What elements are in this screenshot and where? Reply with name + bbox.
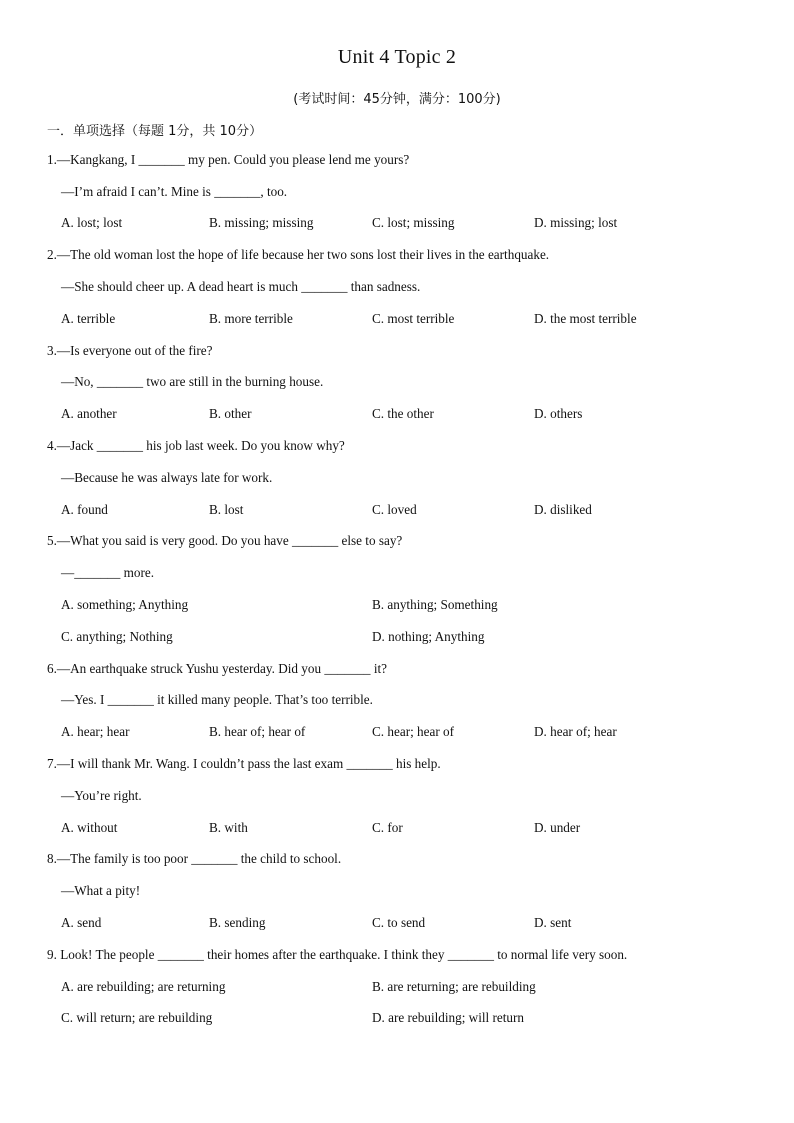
- question-3-option-a: A. another: [61, 406, 117, 421]
- question-6-option-d: D. hear of; hear: [534, 724, 617, 739]
- question-4-option-c: C. loved: [372, 502, 417, 517]
- question-3-option-c: C. the other: [372, 406, 434, 421]
- question-2-line-2: —She should cheer up. A dead heart is much _______ than sadness.: [61, 279, 421, 294]
- question-2-line-1: 2.—The old woman lost the hope of life because her two sons lost their lives in the earthquake.: [47, 247, 550, 262]
- question-5-option-b: B. anything; Something: [372, 597, 498, 612]
- question-4-option-a: A. found: [61, 502, 108, 517]
- question-8-option-a: A. send: [61, 915, 102, 930]
- question-8-option-b: B. sending: [209, 915, 266, 930]
- question-9-option-d: D. are rebuilding; will return: [372, 1010, 524, 1025]
- question-1-option-d: D. missing; lost: [534, 215, 618, 230]
- question-9-option-b: B. are returning; are rebuilding: [372, 979, 536, 994]
- question-5-option-d: D. nothing; Anything: [372, 629, 485, 644]
- question-3-option-b: B. other: [209, 406, 252, 421]
- question-9-line-1: 9. Look! The people _______ their homes after the earthquake. I think they _______ to normal life very soon.: [47, 947, 628, 962]
- question-1-option-a: A. lost; lost: [61, 215, 123, 230]
- question-7-option-b: B. with: [209, 820, 248, 835]
- question-1-option-b: B. missing; missing: [209, 215, 314, 230]
- question-6-line-2: —Yes. I _______ it killed many people. That’s too terrible.: [61, 692, 373, 707]
- question-8-option-d: D. sent: [534, 915, 572, 930]
- question-6-option-b: B. hear of; hear of: [209, 724, 306, 739]
- question-4-line-1: 4.—Jack _______ his job last week. Do you know why?: [47, 438, 345, 453]
- question-7-option-d: D. under: [534, 820, 581, 835]
- question-5-option-a: A. something; Anything: [61, 597, 189, 612]
- question-2-option-a: A. terrible: [61, 311, 116, 326]
- question-3-option-d: D. others: [534, 406, 583, 421]
- question-7-line-2: —You’re right.: [61, 788, 142, 803]
- question-8-line-2: —What a pity!: [61, 883, 141, 898]
- question-8-line-1: 8.—The family is too poor _______ the child to school.: [47, 851, 342, 866]
- section-heading: 一．单项选择（每题 1分，共 10分）: [47, 124, 263, 139]
- question-3-line-2: —No, _______ two are still in the burning house.: [61, 374, 324, 389]
- page-title: Unit 4 Topic 2: [337, 46, 457, 68]
- exam-info: (考试时间：45分钟，满分：100分): [293, 92, 501, 107]
- question-9-option-a: A. are rebuilding; are returning: [61, 979, 226, 994]
- question-7-option-a: A. without: [61, 820, 118, 835]
- question-7-line-1: 7.—I will thank Mr. Wang. I couldn’t pass the last exam _______ his help.: [47, 756, 441, 771]
- question-4-option-b: B. lost: [209, 502, 244, 517]
- question-5-line-1: 5.—What you said is very good. Do you have _______ else to say?: [47, 533, 403, 548]
- question-1-line-2: —I’m afraid I can’t. Mine is _______, too.: [61, 184, 288, 199]
- question-6-option-c: C. hear; hear of: [372, 724, 455, 739]
- question-5-option-c: C. anything; Nothing: [61, 629, 173, 644]
- question-6-line-1: 6.—An earthquake struck Yushu yesterday. Did you _______ it?: [47, 661, 387, 676]
- question-4-line-2: —Because he was always late for work.: [61, 470, 273, 485]
- question-8-option-c: C. to send: [372, 915, 426, 930]
- question-3-line-1: 3.—Is everyone out of the fire?: [47, 343, 213, 358]
- question-6-option-a: A. hear; hear: [61, 724, 130, 739]
- question-4-option-d: D. disliked: [534, 502, 592, 517]
- question-1-option-c: C. lost; missing: [372, 215, 455, 230]
- question-2-option-c: C. most terrible: [372, 311, 455, 326]
- question-2-option-d: D. the most terrible: [534, 311, 637, 326]
- question-7-option-c: C. for: [372, 820, 403, 835]
- question-1-line-1: 1.—Kangkang, I _______ my pen. Could you please lend me yours?: [47, 152, 410, 167]
- question-9-option-c: C. will return; are rebuilding: [61, 1010, 213, 1025]
- question-5-line-2: —_______ more.: [61, 565, 155, 580]
- question-2-option-b: B. more terrible: [209, 311, 293, 326]
